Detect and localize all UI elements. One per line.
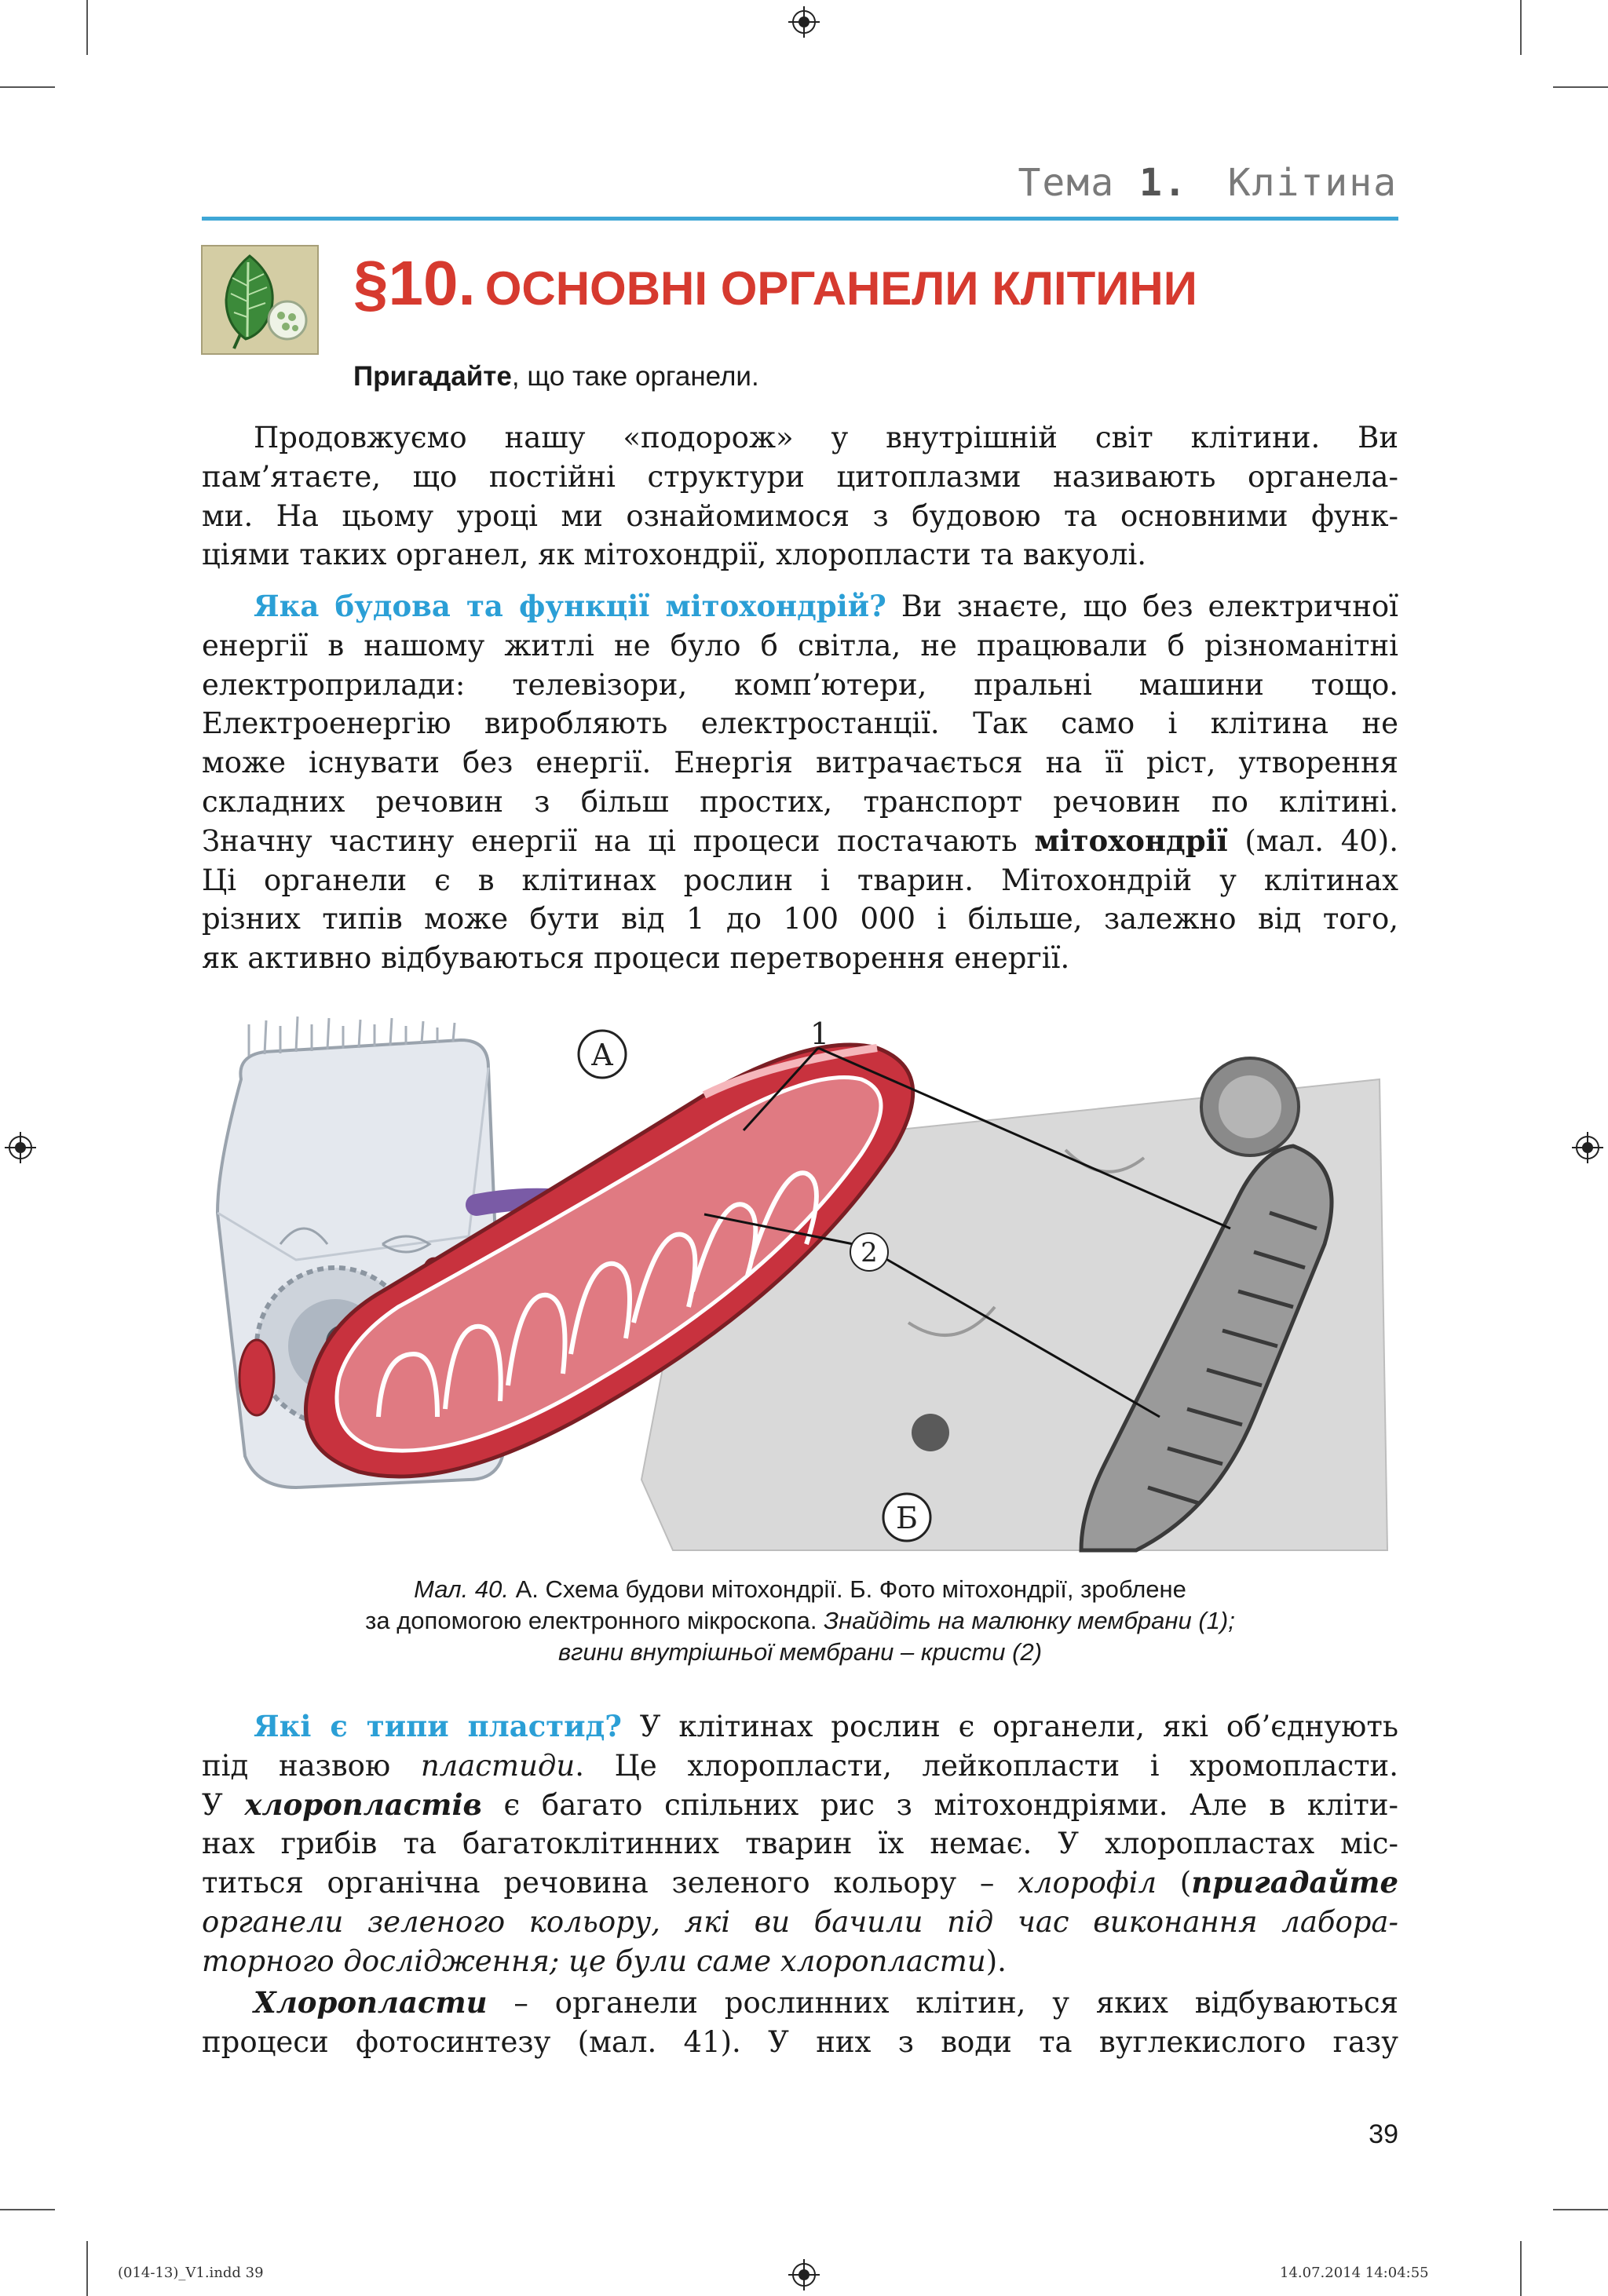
text-line: нах грибів та багатоклітинних тварин їх немає. У хлоропластах міс- <box>202 1827 1398 1861</box>
text-line: торного дослідження; це були саме хлоропласти). <box>202 1944 1007 1978</box>
running-header <box>864 161 1398 205</box>
recall-rest: , що таке органели. <box>511 361 759 392</box>
question-heading: Яка будова та функції мітохондрій? <box>254 589 886 623</box>
figure-label-1: 1 <box>809 1017 830 1051</box>
text-line: органели зеленого кольору, які ви бачили під час виконання лабора- <box>202 1904 1398 1939</box>
crop-mark <box>0 86 55 88</box>
figure-label-b: Б <box>896 1501 918 1535</box>
crop-mark <box>1553 2209 1608 2210</box>
text-line: Хлоропласти – органели рослинних клітин, у яких відбуваються <box>254 1985 1398 2020</box>
print-slug-right: 14.07.2014 14:04:55 <box>1280 2265 1429 2281</box>
term-chloroplasts: Хлоропласти <box>254 1985 488 2020</box>
section-icon <box>201 245 319 355</box>
text-line: під назвою пластиди. Це хлоропласти, лейкопласти і хромопласти. <box>202 1748 1398 1783</box>
chloroplast-paragraph <box>202 1984 1398 2062</box>
recall-prompt <box>353 361 759 392</box>
figure-caption: Мал. 40. А. Схема будови мітохондрії. Б. Фото мітохондрії, зроблене за допомогою електронного мікроскопа. Знайдіть на малюнку мембрани (1); вгини внутрішньої мембрани – кристи (2) <box>365 1575 1235 1666</box>
section-number: §10. <box>353 248 476 318</box>
figure-number: Мал. 40. <box>414 1575 509 1603</box>
text-line: електроприлади: телевізори, комп’ютери, пральні машини тощо. <box>202 667 1398 702</box>
topic-name: Клітина <box>1227 161 1398 205</box>
crop-mark <box>86 0 88 55</box>
caption-task: Знайдіть на малюнку мембрани (1); <box>824 1607 1235 1634</box>
figure-label-a: А <box>590 1038 614 1072</box>
text-line: енергії в нашому житлі не було б світла, не працювали б різноманітні <box>202 628 1398 663</box>
text-line: Яка будова та функції мітохондрій? Ви знаєте, що без електричної <box>254 589 1398 623</box>
registration-mark-icon <box>5 1132 36 1163</box>
figure-mitochondria <box>202 1009 1398 1558</box>
plastids-paragraph <box>202 1707 1398 1981</box>
section-name: ОСНОВНІ ОРГАНЕЛИ КЛІТИНИ <box>484 262 1197 315</box>
print-slug-left: (014-13)_V1.indd 39 <box>118 2265 264 2281</box>
intro-paragraph <box>202 418 1398 575</box>
text-line: ціями таких органел, як мітохондрії, хлоропласти та вакуолі. <box>202 538 1147 572</box>
text-line: різних типів може бути від 1 до 100 000 і більше, залежно від того, <box>202 902 1398 936</box>
crop-mark <box>0 2209 55 2210</box>
text-line: Значну частину енергії на ці процеси постачають мітохондрії (мал. 40). <box>202 823 1398 858</box>
text-line: процеси фотосинтезу (мал. 41). У них з води та вуглекислого газу <box>202 2024 1398 2059</box>
recall-bold: Пригадайте <box>353 361 512 392</box>
registration-mark-icon <box>788 2259 820 2291</box>
text-line: як активно відбуваються процеси перетворення енергії. <box>202 941 1070 976</box>
crop-mark <box>1553 86 1608 88</box>
topic-label: Тема <box>1018 161 1116 205</box>
text-line: Електроенергію виробляють електростанції. Так само і клітина не <box>202 706 1398 741</box>
section-title <box>353 247 1197 319</box>
crop-mark <box>86 2241 88 2296</box>
page-number: 39 <box>1369 2119 1398 2149</box>
text-line: У хлоропластів є багато спільних рис з мітохондріями. Але в кліти- <box>202 1787 1398 1822</box>
registration-mark-icon <box>1572 1132 1603 1163</box>
caption-task: вгини внутрішньої мембрани – кристи (2) <box>557 1638 1043 1666</box>
header-rule <box>202 217 1398 221</box>
text-line: може існувати без енергії. Енергія витрачається на її ріст, утворення <box>202 746 1398 780</box>
text-line: складних речовин з більш простих, транспорт речовин по клітині. <box>202 784 1398 819</box>
text-line: Ці органели є в клітинах рослин і тварин. Мітохондрій у клітинах <box>202 863 1398 897</box>
figure-label-2: 2 <box>861 1237 878 1268</box>
leaf-cell-icon <box>203 246 317 353</box>
topic-number: 1. <box>1139 161 1188 205</box>
registration-mark-icon <box>788 6 820 38</box>
text-line: титься органічна речовина зеленого кольору – хлорофіл (пригадайте <box>202 1865 1398 1900</box>
text-line: ми. На цьому уроці ми ознайомимося з будовою та основними функ- <box>202 498 1398 533</box>
text-line: Які є типи пластид? У клітинах рослин є органели, які об’єднують <box>254 1709 1398 1743</box>
mitochondria-paragraph <box>202 587 1398 978</box>
question-heading: Які є типи пластид? <box>254 1709 622 1743</box>
crop-mark <box>1520 2241 1522 2296</box>
crop-mark <box>1520 0 1522 55</box>
term-mitochondria: мітохондрії <box>1034 823 1228 858</box>
text-line: Продовжуємо нашу «подорож» у внутрішній світ клітини. Ви <box>254 421 1398 454</box>
text-line: пам’ятаєте, що постійні структури цитоплазми називають органела- <box>202 459 1398 494</box>
